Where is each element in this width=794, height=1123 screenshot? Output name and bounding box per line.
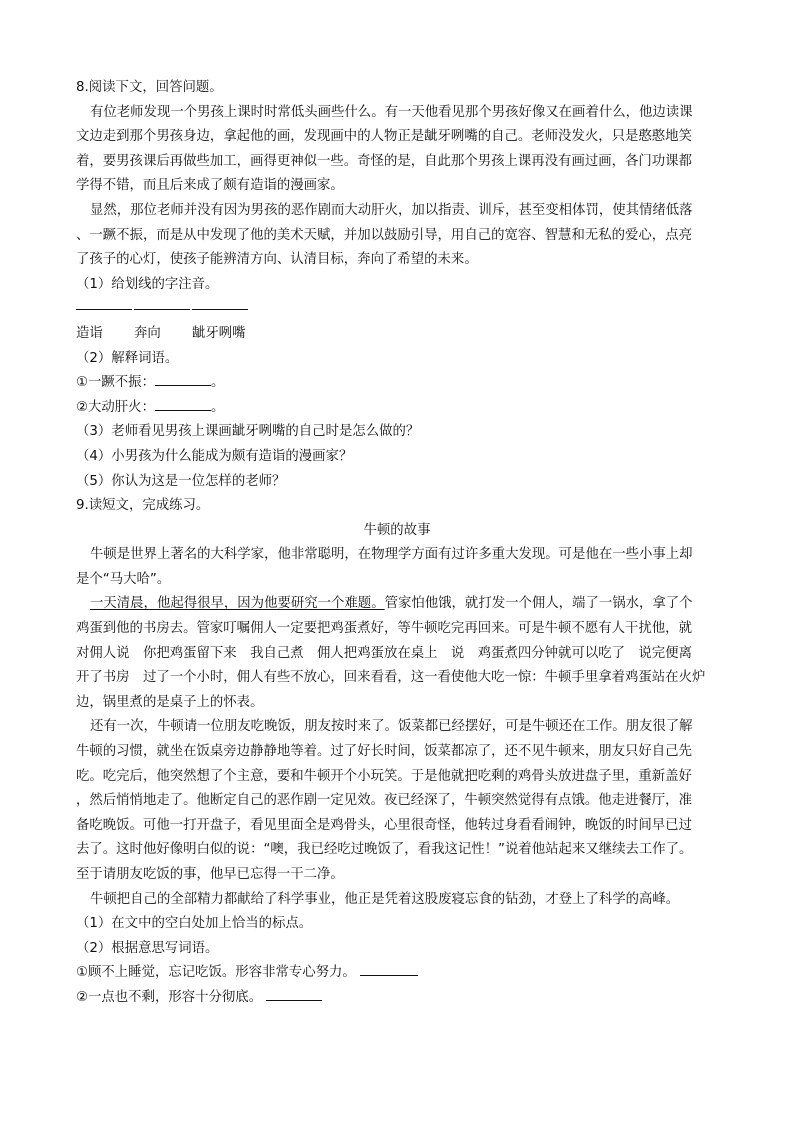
word-ziyaliezui: 龇牙咧嘴 <box>192 325 246 341</box>
story-line: 牛顿是世界上著名的大科学家，他非常聪明，在物理学方面有过许多重大发现。可是他在一些小事上却 <box>90 547 693 563</box>
term-1-label: ①一蹶不振： <box>76 375 155 391</box>
q9-sub-question-2: （2）根据意思写词语。 <box>76 940 219 956</box>
story-line: 至于请朋友吃饭的事，他早已忘得一干二净。 <box>76 867 344 882</box>
passage-line: 文边走到那个男孩身边，拿起他的画，发现画中的人物正是龇牙咧嘴的自己。老师没发火，只是憨憨地笑 <box>76 129 692 145</box>
term-1-row <box>76 371 718 396</box>
item-1-row <box>76 961 718 986</box>
term-2-end-mark: 。 <box>210 399 225 415</box>
item-2-row <box>76 986 718 1011</box>
item-1-answer-blank[interactable] <box>360 974 418 976</box>
word-zaoyi: 造诣 <box>76 325 103 341</box>
story-line: 吃。吃完后，他突然想了个主意，要和牛顿开个小玩笑。于是他就把吃剩的鸡骨头放进盘子里，重新盖好 <box>76 768 692 784</box>
q9-sub-question-1: （1）在文中的空白处加上恰当的标点。 <box>76 916 313 932</box>
question-9-title: 9.读短文，完成练习。 <box>76 498 210 514</box>
passage-line: 显然，那位老师并没有因为男孩的恶作剧而大动肝火，加以指责、训斥，甚至变相体罚，使其情绪低落 <box>90 202 693 218</box>
word-benxiang: 奔向 <box>134 325 161 341</box>
pinyin-line-2[interactable] <box>134 309 190 310</box>
item-1-text: ①顾不上睡觉，忘记吃饭。形容非常专心努力。 <box>76 965 356 981</box>
story-line: 还有一次，牛顿请一位朋友吃晚饭，朋友按时来了。饭菜都已经摆好，可是牛顿还在工作。朋友很了解 <box>90 719 693 735</box>
term-1-end-mark: 。 <box>210 375 225 391</box>
term-2-label: ②大动肝火： <box>76 399 155 415</box>
story-line <box>76 592 718 617</box>
story-line-with-blanks[interactable]: 开了书房 过了一个小时，佣人有些不放心，回来看看，这一看使他大吃一惊：牛顿手里拿着鸡蛋站在火炉 <box>76 670 706 686</box>
passage-line: 了孩子的心灯，使孩子能辨清方向、认清目标，奔向了希望的未来。 <box>76 252 478 268</box>
q8-sub-question-5: （5）你认为这是一位怎样的老师？ <box>76 473 286 489</box>
pinyin-line-3[interactable] <box>192 309 248 310</box>
passage-line: 有位老师发现一个男孩上课时时常低头画些什么。有一天他看见那个男孩好像又在画着什么，他边读课 <box>90 104 693 120</box>
story-line: 牛顿的习惯，就坐在饭桌旁边静静地等着。过了好长时间，饭菜都凉了，还不见牛顿来，朋友只好自己先 <box>76 744 692 760</box>
story-line: 边，锅里煮的是桌子上的怀表。 <box>76 694 264 710</box>
q8-sub-question-2: （2）解释词语。 <box>76 350 179 366</box>
pinyin-line-1[interactable] <box>76 309 132 310</box>
story-line: 备吃晚饭。可他一打开盘子，看见里面全是鸡骨头，心里很奇怪，他转过身看看闹钟，晚饭的时间早已过 <box>76 817 692 833</box>
underlined-sentence: 一天清晨，他起得很早，因为他要研究一个难题。 <box>90 596 385 612</box>
story-line: 鸡蛋到他的书房去。管家叮嘱佣人一定要把鸡蛋煮好，等牛顿吃完再回来。可是牛顿不愿有人干扰他，就 <box>76 621 692 637</box>
question-8-title: 8.阅读下文，回答问题。 <box>76 80 223 95</box>
passage-line: 着，要男孩课后再做些加工，画得更神似一些。奇怪的是，自此那个男孩上课再没有画过画，各门功课都 <box>76 153 692 169</box>
story-line: 去了。这时他好像明白似的说：“噢，我已经吃过晚饭了，看我这记性！”说着他站起来又继续去工作了。 <box>76 842 693 858</box>
story-line-with-blanks[interactable]: 对佣人说 你把鸡蛋留下来 我自己煮 佣人把鸡蛋放在桌上 说 鸡蛋煮四分钟就可以吃了 说完便离 <box>76 645 692 661</box>
item-2-text: ②一点也不剩，形容十分彻底。 <box>76 989 263 1005</box>
underlined-words <box>76 322 718 347</box>
passage-line: 学得不错，而且后来成了颇有造诣的漫画家。 <box>76 178 344 194</box>
story-line: ，然后悄悄地走了。他断定自己的恶作剧一定见效。夜已经深了，牛顿突然觉得有点饿。他走进餐厅，准 <box>76 793 692 809</box>
q8-sub-question-1: （1）给划线的字注音。 <box>76 276 219 292</box>
passage-line: 、一蹶不振，而是从中发现了他的美术天赋，并加以鼓励引导，用自己的宽容、智慧和无私的爱心，点亮 <box>76 227 692 243</box>
worksheet-page <box>76 76 718 1011</box>
story-line-rest: 管家怕他饿，就打发一个佣人，端了一锅水，拿了个 <box>384 596 693 612</box>
item-2-answer-blank[interactable] <box>266 999 322 1001</box>
pinyin-answer-lines[interactable] <box>76 297 718 322</box>
term-1-answer-blank[interactable] <box>155 384 211 386</box>
term-2-answer-blank[interactable] <box>155 409 211 411</box>
story-line: 是个“马大哈”。 <box>76 571 171 587</box>
story-line: 牛顿把自己的全部精力都献给了科学事业，他正是凭着这股废寝忘食的钻劲，才登上了科学的高峰。 <box>90 891 680 907</box>
q8-sub-question-4: （4）小男孩为什么能成为颇有造诣的漫画家？ <box>76 448 353 464</box>
story-title: 牛顿的故事 <box>363 522 431 538</box>
term-2-row <box>76 396 718 421</box>
q8-sub-question-3: （3）老师看见男孩上课画龇牙咧嘴的自己时是怎么做的？ <box>76 424 420 440</box>
